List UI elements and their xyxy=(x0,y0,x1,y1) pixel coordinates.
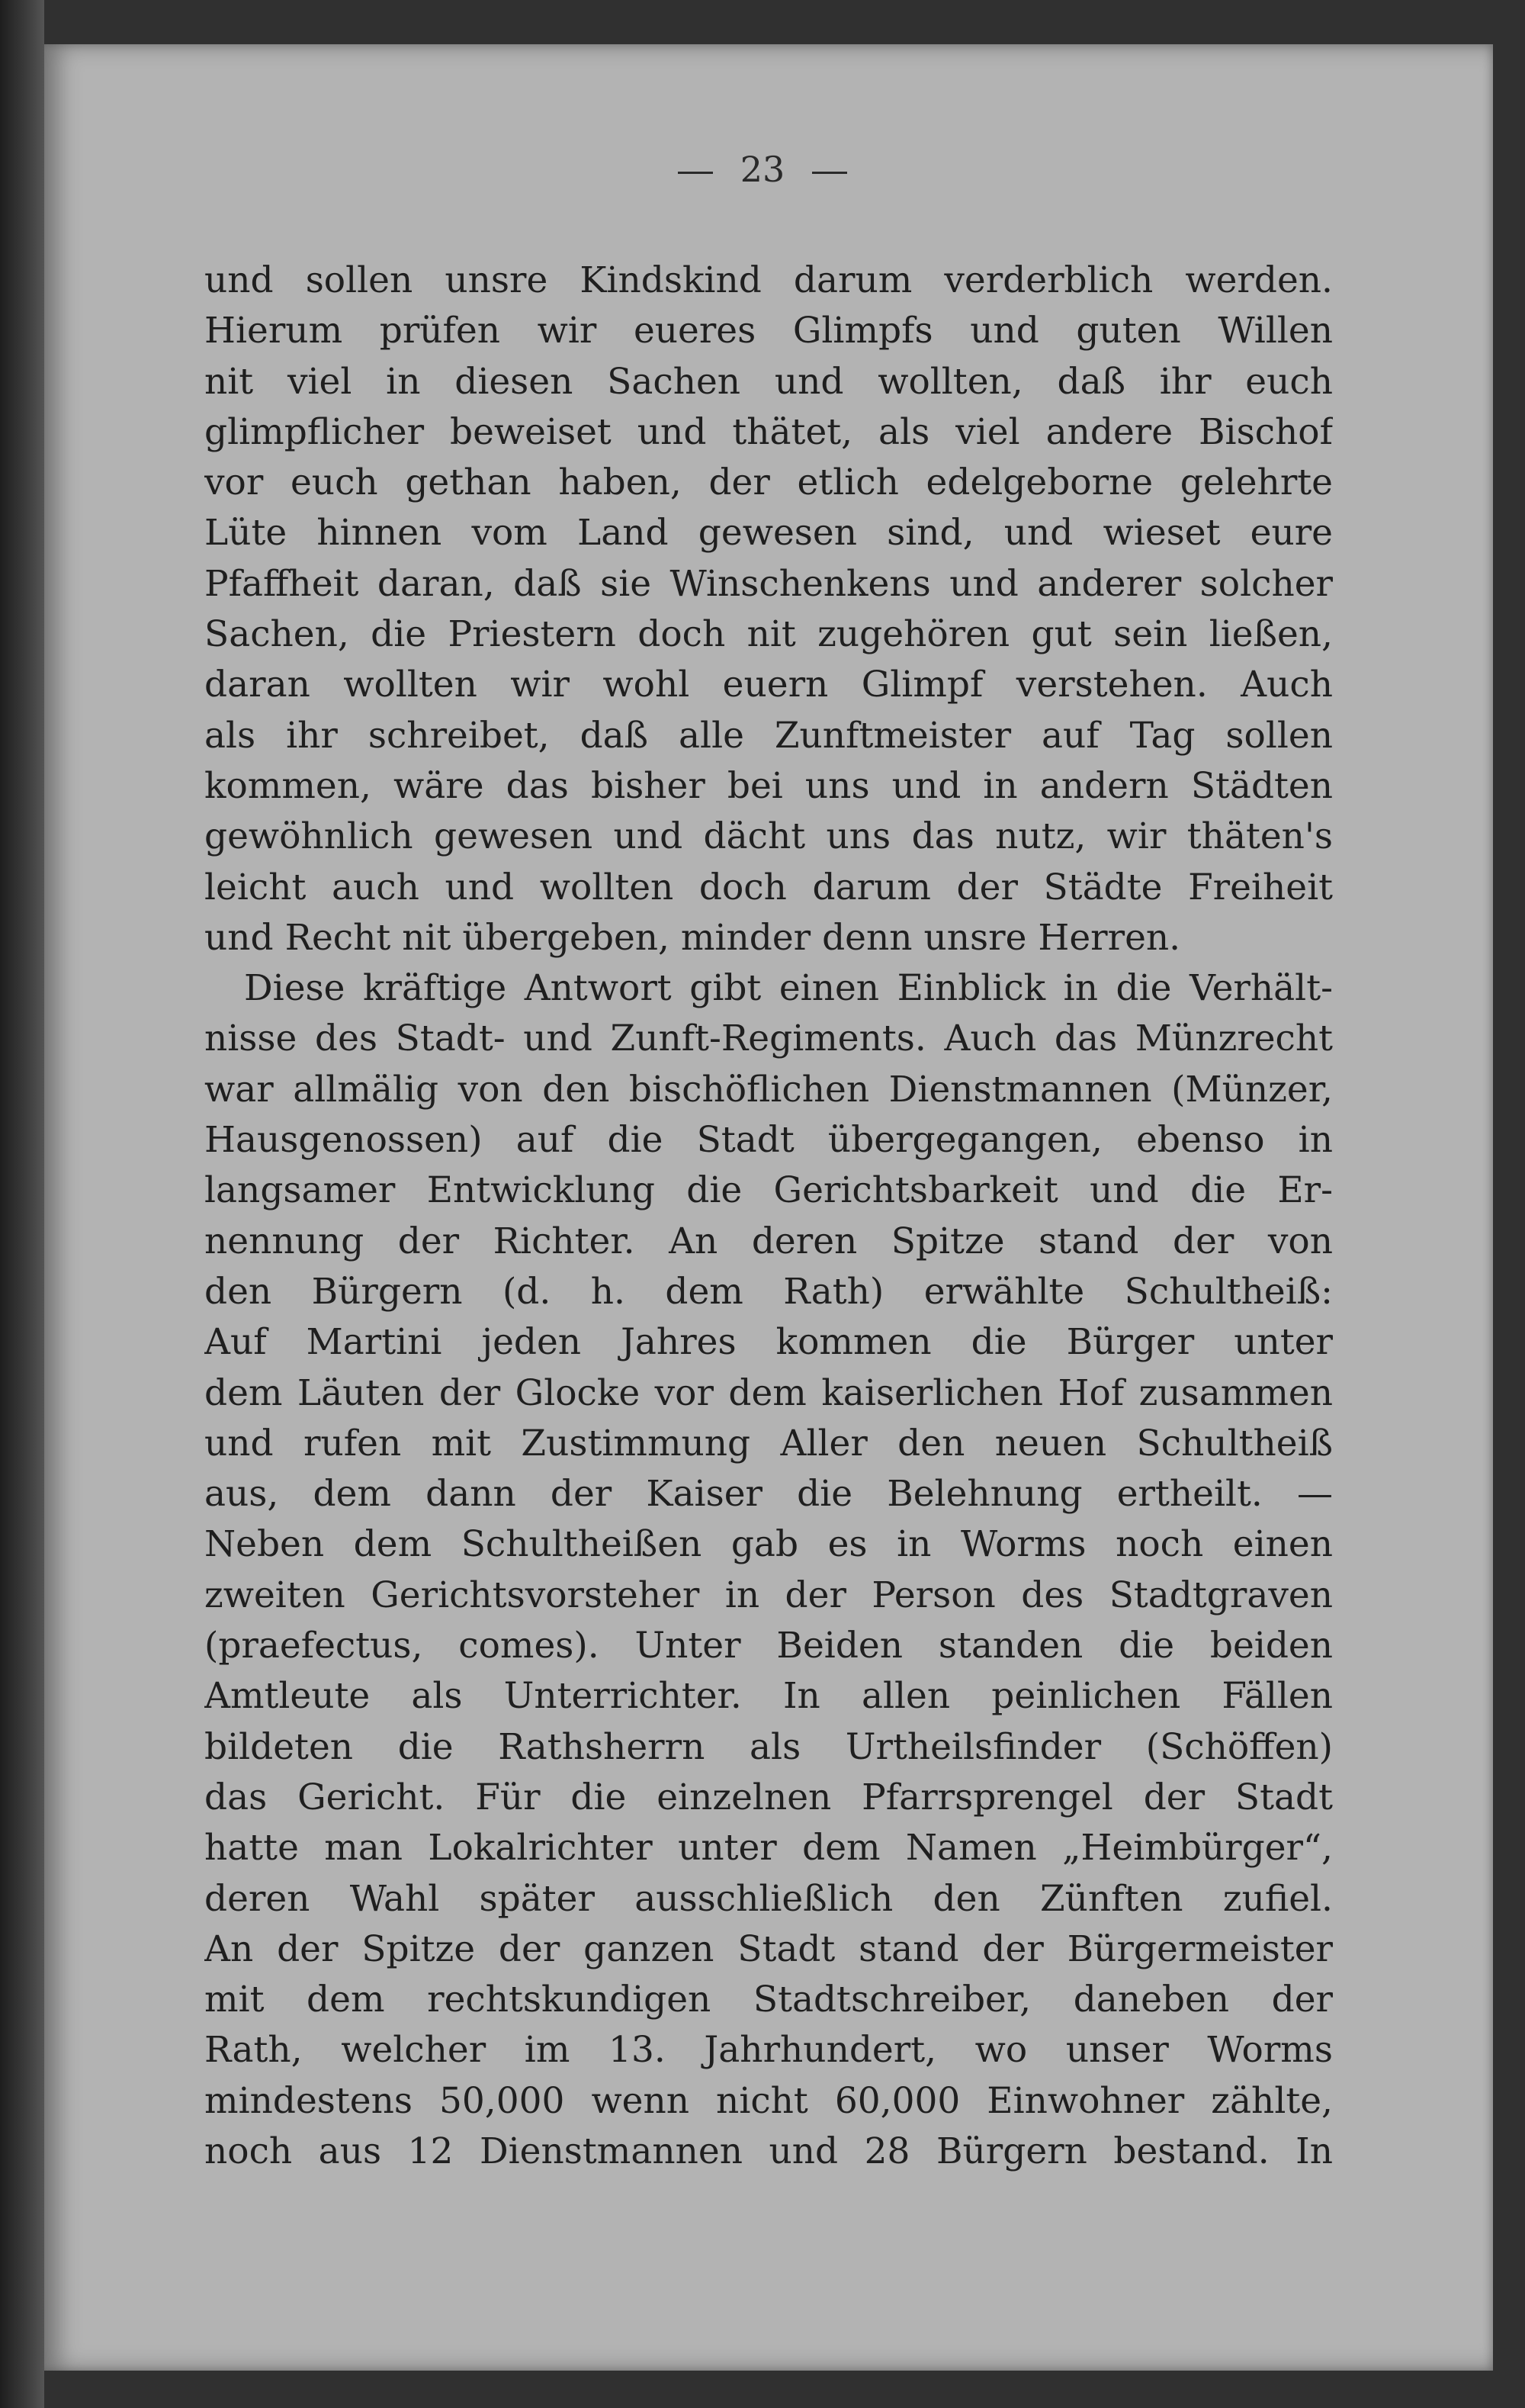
text-line: und rufen mit Zustimmung Aller den neuen Schultheiß xyxy=(204,1422,1333,1464)
text-line: Sachen, die Priestern doch nit zugehören gut sein ließen, xyxy=(204,613,1333,656)
text-line: aus, dem dann der Kaiser die Belehnung ertheilt. — xyxy=(204,1473,1333,1516)
text-line: An der Spitze der ganzen Stadt stand der Bürgermeister xyxy=(204,1927,1333,1970)
text-line: nisse des Stadt- und Zunft-Regiments. Auch das Münzrecht xyxy=(204,1018,1333,1060)
text-line: nennung der Richter. An deren Spitze stand der von xyxy=(204,1220,1333,1262)
text-line: Diese kräftige Antwort gibt einen Einblick in die Verhält- xyxy=(244,967,1333,1010)
text-line: Rath, welcher im 13. Jahrhundert, wo unser Worms xyxy=(204,2029,1333,2072)
text-line: Amtleute als Unterrichter. In allen peinlichen Fällen xyxy=(204,1675,1333,1718)
text-line: noch aus 12 Dienstmannen und 28 Bürgern bestand. In xyxy=(204,2130,1333,2172)
text-line: Hierum prüfen wir eueres Glimpfs und guten Willen xyxy=(204,310,1333,352)
text-line: Auf Martini jeden Jahres kommen die Bürger unter xyxy=(204,1321,1333,1364)
text-line: gewöhnlich gewesen und dächt uns das nutz, wir thäten's xyxy=(204,815,1333,858)
text-line: mindestens 50,000 wenn nicht 60,000 Einwohner zählte, xyxy=(204,2079,1333,2122)
text-line: vor euch gethan haben, der etlich edelgeborne gelehrte xyxy=(204,461,1333,504)
text-line: leicht auch und wollten doch darum der Städte Freiheit xyxy=(204,866,1333,908)
header-dash-right xyxy=(812,172,847,174)
text-line: (praefectus, comes). Unter Beiden standen die beiden xyxy=(204,1625,1333,1667)
text-line: langsamer Entwicklung die Gerichtsbarkeit und die Er- xyxy=(204,1169,1333,1212)
text-line: und Recht nit übergeben, minder denn unsre Herren. xyxy=(204,916,1181,959)
text-line: Pfaffheit daran, daß sie Winschenkens und anderer solcher xyxy=(204,562,1333,605)
page-header xyxy=(0,149,1525,190)
text-line: deren Wahl später ausschließlich den Zünften zufiel. xyxy=(204,1877,1333,1920)
text-line: kommen, wäre das bisher bei uns und in andern Städten xyxy=(204,764,1333,807)
text-line: als ihr schreibet, daß alle Zunftmeister auf Tag sollen xyxy=(204,714,1333,757)
text-line: Neben dem Schultheißen gab es in Worms noch einen xyxy=(204,1523,1333,1566)
header-dash-left xyxy=(678,172,713,174)
text-line: daran wollten wir wohl euern Glimpf verstehen. Auch xyxy=(204,664,1333,706)
text-line: zweiten Gerichtsvorsteher in der Person des Stadtgraven xyxy=(204,1574,1333,1616)
page-number: 23 xyxy=(740,149,785,190)
text-line: bildeten die Rathsherrn als Urtheilsfinder (Schöffen) xyxy=(204,1725,1333,1768)
text-line: Lüte hinnen vom Land gewesen sind, und wieset eure xyxy=(204,512,1333,555)
text-line: mit dem rechtskundigen Stadtschreiber, daneben der xyxy=(204,1979,1333,2021)
page-body-text xyxy=(204,256,1333,2177)
text-line: dem Läuten der Glocke vor dem kaiserlichen Hof zusammen xyxy=(204,1371,1333,1414)
text-line: nit viel in diesen Sachen und wollten, daß ihr euch xyxy=(204,360,1333,403)
book-binding-edge xyxy=(0,0,44,2408)
text-line: und sollen unsre Kindskind darum verderblich werden. xyxy=(204,259,1333,301)
text-line: Hausgenossen) auf die Stadt übergegangen, ebenso in xyxy=(204,1119,1333,1162)
text-line: den Bürgern (d. h. dem Rath) erwählte Schultheiß: xyxy=(204,1270,1333,1313)
text-line: war allmälig von den bischöflichen Dienstmannen (Münzer, xyxy=(204,1068,1333,1111)
text-line: das Gericht. Für die einzelnen Pfarrsprengel der Stadt xyxy=(204,1776,1333,1818)
text-line: glimpflicher beweiset und thätet, als viel andere Bischof xyxy=(204,410,1333,453)
text-line: hatte man Lokalrichter unter dem Namen „Heimbürger“, xyxy=(204,1827,1333,1869)
